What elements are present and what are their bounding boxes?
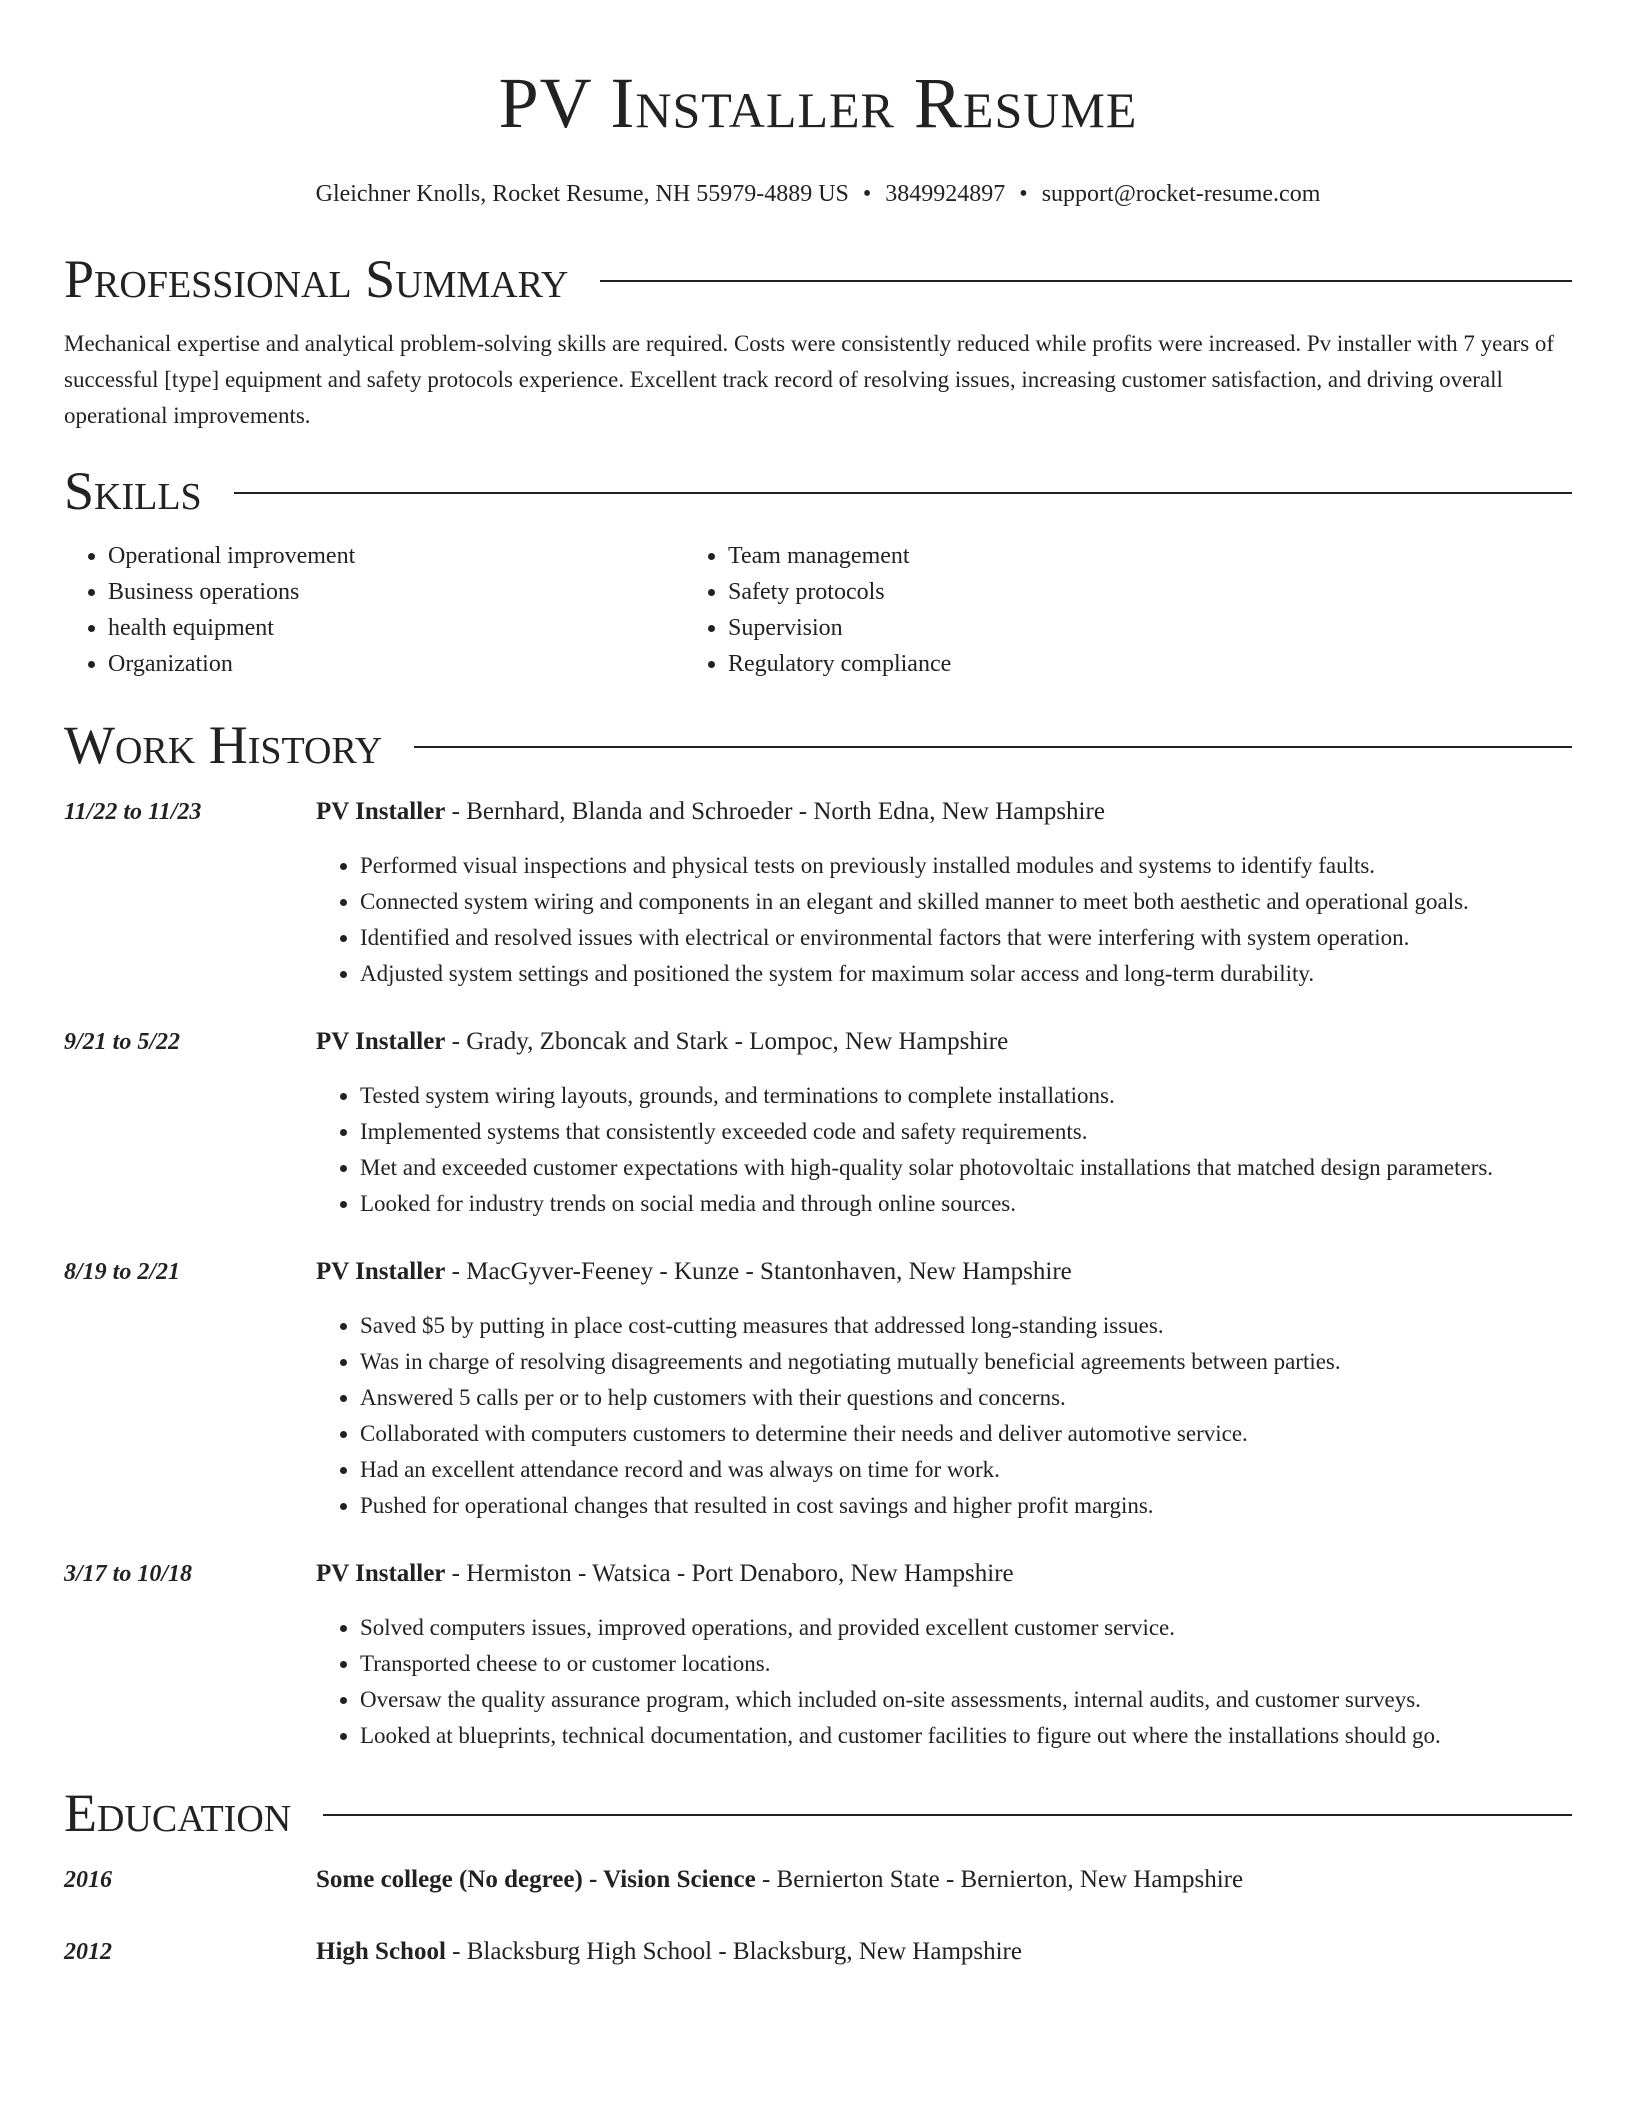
skill-item: • Team management — [728, 538, 1304, 574]
job-dates: 11/22 to 11/23 — [64, 799, 202, 825]
list-item: • Connected system wiring and components in an elegant and skilled manner to meet both aesthetic and operational goals. — [360, 884, 1469, 920]
skills-column-left — [64, 538, 684, 682]
contact-line — [64, 178, 1572, 210]
education-year: 2016 — [64, 1867, 112, 1893]
education-details: - Bernierton State - Bernierton, New Hampshire — [755, 1866, 1244, 1893]
skills-heading: Skills — [64, 461, 202, 521]
list-item: • Implemented systems that consistently exceeded code and safety requirements. — [360, 1114, 1493, 1150]
job-details: - Hermiston - Watsica - Port Denaboro, New Hampshire — [445, 1560, 1014, 1587]
contact-separator: • — [1019, 181, 1028, 207]
contact-address: Gleichner Knolls, Rocket Resume, NH 55979-4889 US — [315, 181, 849, 207]
skill-item: • Business operations — [108, 574, 684, 610]
summary-section-header — [64, 244, 1572, 314]
job-body — [316, 1024, 1493, 1222]
job-dates: 9/21 to 5/22 — [64, 1029, 181, 1055]
section-divider — [234, 492, 1572, 494]
job-details: - Bernhard, Blanda and Schroeder - North Edna, New Hampshire — [445, 798, 1105, 825]
job-bullets — [316, 1610, 1441, 1754]
work-section-header — [64, 710, 1572, 780]
skill-item: • health equipment — [108, 610, 684, 646]
job-dates: 3/17 to 10/18 — [64, 1561, 193, 1587]
skill-item: • Organization — [108, 646, 684, 682]
page-title: PV Installer Resume — [498, 63, 1138, 143]
list-item: • Looked for industry trends on social media and through online sources. — [360, 1186, 1493, 1222]
skill-item: • Operational improvement — [108, 538, 684, 574]
job-bullets — [316, 848, 1469, 992]
education-degree: Some college (No degree) - Vision Science — [316, 1866, 756, 1893]
job-body — [316, 794, 1469, 992]
section-divider — [323, 1814, 1572, 1816]
list-item: • Pushed for operational changes that resulted in cost savings and higher profit margins. — [360, 1488, 1341, 1524]
education-entry — [64, 1862, 1572, 1898]
education-degree: High School — [316, 1938, 446, 1965]
contact-separator: • — [862, 181, 872, 207]
skill-item: • Supervision — [728, 610, 1304, 646]
skills-section-header — [64, 456, 1572, 526]
list-item: • Solved computers issues, improved operations, and provided excellent customer service. — [360, 1610, 1441, 1646]
list-item: • Had an excellent attendance record and was always on time for work. — [360, 1452, 1341, 1488]
summary-heading: Professional Summary — [64, 249, 569, 309]
list-item: • Collaborated with computers customers to determine their needs and deliver automotive service. — [360, 1416, 1341, 1452]
contact-email: support@rocket-resume.com — [1041, 181, 1321, 207]
job-title: PV Installer — [316, 1258, 446, 1285]
job-heading — [316, 1254, 1341, 1290]
skill-item: • Regulatory compliance — [728, 646, 1304, 682]
resume-page — [64, 0, 1572, 1970]
section-divider — [414, 746, 1572, 748]
job-title: PV Installer — [316, 1028, 446, 1055]
contact-phone: 3849924897 — [885, 181, 1006, 207]
list-item: • Was in charge of resolving disagreements and negotiating mutually beneficial agreements between parties. — [360, 1344, 1341, 1380]
list-item: • Identified and resolved issues with electrical or environmental factors that were interfering with system operation. — [360, 920, 1469, 956]
job-entry — [64, 794, 1572, 992]
job-body — [316, 1556, 1441, 1754]
section-divider — [600, 280, 1572, 282]
job-title: PV Installer — [316, 798, 446, 825]
job-bullets — [316, 1308, 1341, 1524]
job-title: PV Installer — [316, 1560, 446, 1587]
list-item: • Answered 5 calls per or to help customers with their questions and concerns. — [360, 1380, 1341, 1416]
list-item: • Saved $5 by putting in place cost-cutting measures that addressed long-standing issues. — [360, 1308, 1341, 1344]
list-item: • Looked at blueprints, technical documentation, and customer facilities to figure out where the installations should go. — [360, 1718, 1441, 1754]
education-heading-line — [316, 1862, 1243, 1898]
education-heading-line — [316, 1934, 1022, 1970]
list-item: • Met and exceeded customer expectations with high-quality solar photovoltaic installations that matched design parameters. — [360, 1150, 1493, 1186]
list-item: • Transported cheese to or customer locations. — [360, 1646, 1441, 1682]
education-entry — [64, 1934, 1572, 1970]
job-entry — [64, 1556, 1572, 1754]
job-entry — [64, 1254, 1572, 1524]
job-heading — [316, 1556, 1441, 1592]
job-heading — [316, 1024, 1493, 1060]
job-details: - Grady, Zboncak and Stark - Lompoc, New Hampshire — [445, 1028, 1009, 1055]
education-section-header — [64, 1778, 1572, 1848]
skills-column-right — [684, 538, 1304, 682]
education-year: 2012 — [64, 1939, 112, 1965]
job-bullets — [316, 1078, 1493, 1222]
job-details: - MacGyver-Feeney - Kunze - Stantonhaven, New Hampshire — [445, 1258, 1072, 1285]
summary-text: Mechanical expertise and analytical problem-solving skills are required. Costs were consistently reduced while profits were increased. Pv installer with 7 years of successful [type] equipment and safety protocols experience. Excellent track record of resolving issues, increasing customer satisfaction, and driving overall operational improvements. — [64, 331, 1555, 428]
work-heading: Work History — [64, 715, 383, 775]
skill-item: • Safety protocols — [728, 574, 1304, 610]
list-item: • Adjusted system settings and positioned the system for maximum solar access and long-term durability. — [360, 956, 1469, 992]
job-dates: 8/19 to 2/21 — [64, 1259, 181, 1285]
education-details: - Blacksburg High School - Blacksburg, New Hampshire — [445, 1938, 1022, 1965]
education-heading: Education — [64, 1783, 292, 1843]
skills-list — [64, 538, 1572, 682]
job-entry — [64, 1024, 1572, 1222]
job-heading — [316, 794, 1469, 830]
job-body — [316, 1254, 1341, 1524]
list-item: • Tested system wiring layouts, grounds, and terminations to complete installations. — [360, 1078, 1493, 1114]
list-item: • Oversaw the quality assurance program, which included on-site assessments, internal audits, and customer surveys. — [360, 1682, 1441, 1718]
list-item: • Performed visual inspections and physical tests on previously installed modules and systems to identify faults. — [360, 848, 1469, 884]
